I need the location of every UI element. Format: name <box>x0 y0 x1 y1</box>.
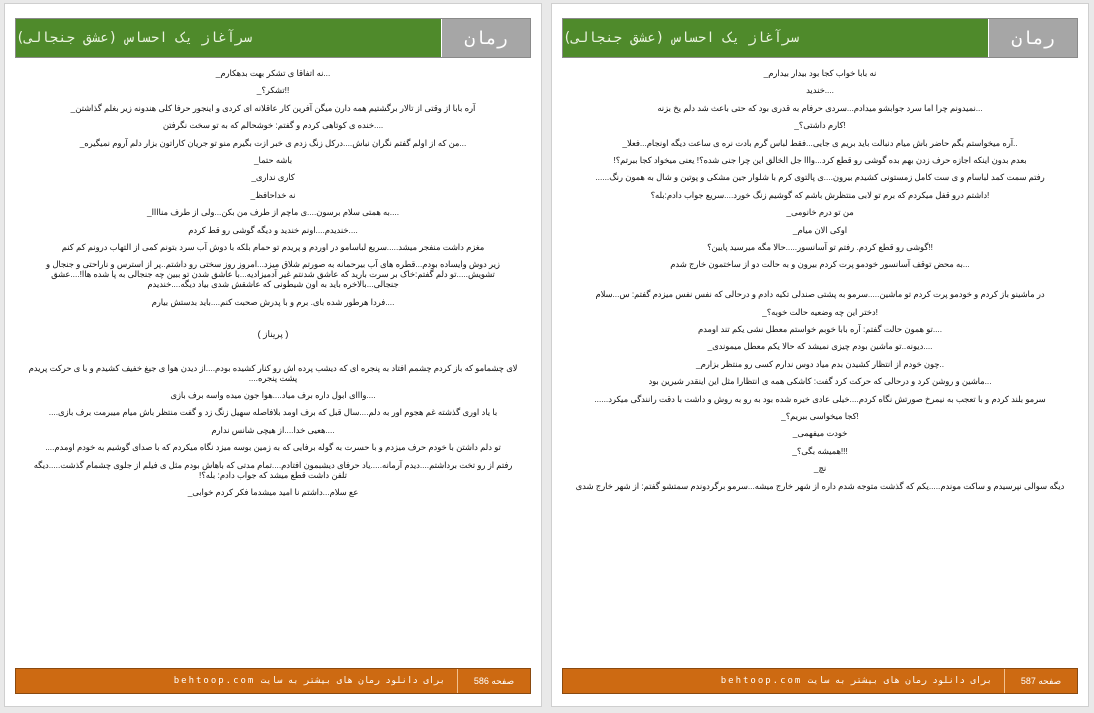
paragraph: ....دیونه..تو ماشین بودم چیزی نمیشد که حالا یکم معطل میموندی_ <box>707 341 933 352</box>
book-title: سرآغاز یک احساس (عشق جنجالی) <box>16 19 441 57</box>
paragraph: با یاد اوری گذشته غم هجوم اور به دلم....سال قبل که برف اومد بلافاصله سهیل زنگ زد و گفت منتظر باش میام میبرمت برف بازی.... <box>48 407 498 418</box>
pov-heading: ( پریناز ) <box>257 328 289 339</box>
download-site-note: برای دانلود رمان های بیشتر به سایت behtoop.com <box>720 676 992 686</box>
paragraph: نه بابا خواب کجا بود بیدار بیدارم_ <box>763 68 877 78</box>
paragraph: ..چون خودم از انتظار کشیدن بدم میاد دوس ندارم کسی رو منتظر بزارم_ <box>695 358 945 369</box>
paragraph: ....فردا هرطور شده بای. برم و با پدرش صحبت کنم....باید بدستش بیارم <box>151 296 395 307</box>
page-header <box>562 18 1078 58</box>
page-footer <box>15 668 531 694</box>
paragraph: !دختر این چه وضعیه حالت خوبه؟_ <box>762 306 878 317</box>
paragraph: !!!همیشه بگی؟_ <box>792 445 848 456</box>
paragraph: تو دلم داشتن با خودم حرف میزدم و با حسرت به گوله برفایی که به زمین بوسه میزد نگاه میکردم که با صدای گوشیم به خودم اومدم.... <box>45 442 501 453</box>
paragraph: !داشتم درو قفل میکردم که برم تو لابی منتظرش باشم که گوشیم زنگ خورد....سریع جواب دادم:بله؟ <box>650 189 990 200</box>
paragraph: عع سلام...داشتم نا امید میشدما فکر کردم خوابی_ <box>187 487 359 498</box>
page-footer <box>562 668 1078 694</box>
genre-badge: رمان <box>441 19 530 57</box>
paragraph: رفتم از رو تخت برداشتم....دیدم آرمانه.....یاد حرفای دیشبمون افتادم....تمام مدتی که باهاش بودم مثل ی فیلم از جلوی چشمام گذشت.....دیگه تلفن داشت قطع میشد که جواب دادم: بله؟! <box>33 459 513 480</box>
paragraph: ...به محض توقف آسانسور خودمو پرت کردم بیرون و به حالت دو از ساختمون خارج شدم <box>670 259 970 270</box>
paragraph: ...نه اتفاقا ی تشکر بهت بدهکارم_ <box>215 68 331 78</box>
paragraph: لای چشمامو که باز کردم چشمم افتاد به پنجره ای که دیشب پرده اش رو کنار کشیده بودم....از دیدن هوا ی جیغ خفیف کشیدم و با ی حرکت پریدم پشت پنجره.... <box>28 362 518 383</box>
paragraph: رفتم سمت کمد لباسام و ی ست کامل زمستونی کشیدم بیرون....ی پالتوی کرم با شلوار جین مشکی و پوتین و شال به همون رنگ...... <box>595 172 1045 183</box>
paragraph: مغزم داشت منفجر میشد.....سریع لباسامو در اوردم و پریدم تو حمام بلکه با دوش آب سرد بتونم کمی از التهاب درونم کم کنم <box>61 241 485 252</box>
paragraph: ....خنده ی کوتاهی کردم و گفتم: خوشحالم که به تو سخت نگرفتن <box>162 120 384 131</box>
paragraph: ....خندیدم....اونم خندید و دیگه گوشی رو قط کردم <box>188 224 358 235</box>
paragraph: در ماشینو باز کردم و خودمو پرت کردم تو ماشین.....سرمو به پشتی صندلی تکیه دادم و درحالی که نفس نفس میزدم گفتم: س...سلام <box>595 289 1045 300</box>
paragraph: نه خداحافظ_ <box>250 189 296 200</box>
paragraph: !کارم داشتی؟_ <box>794 120 846 131</box>
paragraph: من تو درم خانومی_ <box>786 207 854 218</box>
paragraph: ..آره میخواستم بگم حاضر باش میام دنبالت باید بریم ی جایی...فقط لباس گرم بادت نره ی ساعت دیگه اونجام...فعلا_ <box>622 137 1018 148</box>
page-number: صفحه 586 <box>457 669 530 693</box>
paragraph: باشه حتما_ <box>253 154 293 165</box>
paragraph: !!تشکر؟_ <box>256 85 290 96</box>
book-title: سرآغاز یک احساس (عشق جنجالی) <box>563 19 988 57</box>
paragraph: اوکی الان میام_ <box>792 224 848 235</box>
page-text <box>574 68 1066 650</box>
paragraph: سرمو بلند کردم و با تعجب به نیمرخ صورتش نگاه کردم....خیلی عادی خیره شده بود به رو به روش و داشت با دقت رانندگی میکرد...... <box>594 393 1046 404</box>
page-587 <box>551 3 1089 707</box>
paragraph: کاری نداری_ <box>251 172 295 183</box>
paragraph: خودت میفهمی_ <box>792 428 848 439</box>
page-586 <box>4 3 542 707</box>
page-header <box>15 18 531 58</box>
paragraph: ....هعیی خدا....از هیچی شانس ندارم <box>211 424 335 435</box>
paragraph: ...ماشین و روشن کرد و درحالی که حرکت کرد گفت: کاشکی همه ی انتظارا مثل این اینقدر شیرین بود <box>648 376 992 387</box>
paragraph: نچ_ <box>813 463 827 474</box>
paragraph: آره بابا از وقتی از تالار برگشتیم همه دارن میگن آفرین کار عاقلانه ای کردی و اینجور حرفا کلی هندونه زیر بغلم گذاشتن_ <box>70 102 476 113</box>
page-text <box>27 68 519 650</box>
paragraph: ...من که از اولم گفتم نگران نباش....درکل زنگ زدم ی خبر ازت بگیرم منو تو جریان کاراتون بزار دلم آروم نمیگیره_ <box>79 137 467 148</box>
genre-badge: رمان <box>988 19 1077 57</box>
page-number: صفحه 587 <box>1004 669 1077 693</box>
paragraph: دیگه سوالی نپرسیدم و ساکت موندم.....یکم که گذشت متوجه شدم داره از شهر خارج میشه...سرمو برگردوندم سمتشو گفتم: از شهر خارج شدی <box>575 480 1065 491</box>
paragraph: ....تو همون حالت گفتم: آره بابا خوبم خواستم معطل نشی یکم تند اومدم <box>697 324 943 335</box>
paragraph: زیر دوش وایساده بودم...قطره های آب بیرحمانه به صورتم شلاق میزد...امروز روز سختی رو داشتم..پر از استرس و ناراحتی و جنجال و تشویش.....تو دلم گفتم:خاک بر سرت بارید که عاشق شدنتم غیر آدمیزادیه...با عاشق شدن تو ببین چه جنجالی به پا شده هاا!....عشق جنجالی...بالاخره باید به اون شیطونی که عاشقش شدی بیاد دیگه....خندیدم <box>46 259 500 290</box>
paragraph: ....وااای ابول داره برف میاد....هوا جون میده واسه برف بازی <box>170 390 376 401</box>
paragraph: ...نمیدونم چرا اما سرد جوابشو میدادم...سردی حرفام به قدری بود که حتی باعث شد دلم یخ بزنه <box>657 102 983 113</box>
paragraph: ....به همتی سلام برسون....ی ماچم از طرف من بکن...ولی از طرف مناااا_ <box>146 207 400 218</box>
download-site-note: برای دانلود رمان های بیشتر به سایت behtoop.com <box>173 676 445 686</box>
paragraph: !کجا میخواسی ببریم؟_ <box>781 411 859 422</box>
paragraph: بعدم بدون اینکه اجازه حرف زدن بهم بده گوشی رو قطع کرد...وااا جل الخالق این چرا جنی شده؟! یعنی میخواد کجا ببرتم؟! <box>613 154 1027 165</box>
paragraph: ....خندید <box>806 85 834 96</box>
paragraph: !!گوشی رو قطع کردم. رفتم تو آسانسور.....حالا مگه میرسید پایین؟ <box>707 241 933 252</box>
